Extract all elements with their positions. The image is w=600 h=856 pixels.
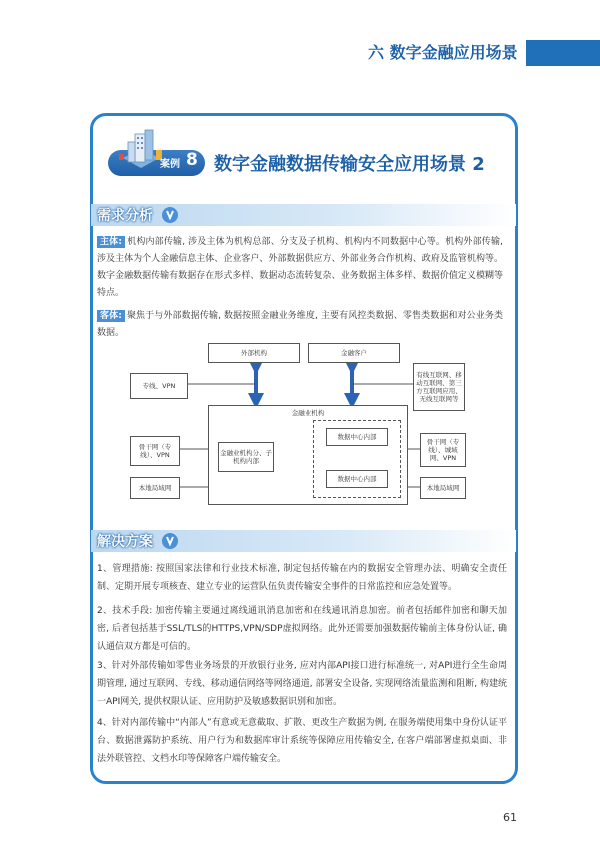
subject-paragraph (97, 234, 503, 302)
wired-internet-label: 有线互联网、移动互联网、第三方互联网应用、无线互联网等 (416, 371, 462, 403)
solutions-heading-bar (91, 530, 516, 552)
private-line-vpn-label: 专线、VPN (142, 382, 176, 390)
backbone-left-box (130, 436, 180, 466)
data-center-top-box (326, 428, 388, 446)
requirements-heading: 需求分析 (97, 208, 153, 224)
financial-customer-box (308, 343, 400, 363)
external-org-box (208, 343, 300, 363)
solution-item: 3、针对外部传输如零售业务场景的开放银行业务, 应对内部API接口进行标准统一, 对API进行全生命周期管理, 通过互联网、专线、移动通信网络等网络通道, 部署安全设备, 实现网络流量监测和阻断, 构建统一API网关, 提供权限认证、应用防护及敏感数据识别和加密。 (97, 661, 507, 707)
data-center-top-label: 数据中心内部 (337, 433, 377, 441)
backbone-right-box (420, 433, 466, 467)
external-org-label: 外部机构 (241, 349, 267, 357)
lan-left-box (130, 477, 180, 499)
requirements-heading-bar (91, 204, 516, 226)
building-icon (115, 128, 165, 178)
lan-right-label: 本地局域网 (426, 484, 460, 492)
object-paragraph (97, 308, 503, 342)
network-diagram (130, 343, 470, 509)
solutions-heading: 解决方案 (97, 534, 153, 550)
lan-left-label: 本地局域网 (138, 484, 172, 492)
backbone-right-label: 骨干网（专线）、城域网、VPN (426, 438, 460, 462)
branch-label: 金融业机构分、子机构内部 (220, 449, 272, 465)
case-label: 案例 (160, 159, 180, 170)
data-center-bottom-label: 数据中心内部 (337, 475, 377, 483)
object-text: 聚焦于与外部数据传输, 数据按照金融业务维度, 主要有风控类数据、零售类数据和对公业务类数据。 (97, 311, 503, 338)
private-line-vpn-box (130, 373, 188, 399)
wired-internet-box (413, 363, 465, 411)
solution-item: 1、管理措施: 按照国家法律和行业技术标准, 制定包括传输在内的数据安全管理办法、明确安全责任制、定期开展专项核查、建立专业的运营队伍负责传输安全事件的日常监控和应急处置等。 (97, 564, 507, 592)
object-tag: 客体: (97, 310, 125, 322)
down-arrow-icon (161, 532, 179, 550)
branch-box (218, 442, 274, 472)
solution-item: 4、针对内部传输中“内部人”有意或无意截取、扩散、更改生产数据为例, 在服务端使用集中身份认证平台、数据泄露防护系统、用户行为和数据库审计系统等保障应用传输安全, 在客户端部署虚拟桌面、非法外联管控、文档水印等保障客户端传输安全。 (97, 718, 507, 764)
lan-right-box (420, 477, 466, 499)
solution-item: 2、技术手段: 加密传输主要通过离线通讯消息加密和在线通讯消息加密。前者包括邮件加密和聊天加密, 后者包括基于SSL/TLS的HTTPS,VPN/SDP虚拟网络。此外还需要加强数据传输前主体身份认证, 确认通信双方都是可信的。 (97, 606, 507, 652)
backbone-left-label: 骨干网（专线）、VPN (138, 443, 172, 459)
subject-text: 机构内部传输, 涉及主体为机构总部、分支及子机构、机构内不同数据中心等。机构外部传输, 涉及主体为个人金融信息主体、企业客户、外部数据供应方、外部业务合作机构、政府及监管机构等。数字金融数据传输有数据存在形式多样、数据动态流转复杂、业务数据主体多样、数据价值定义模糊等特点。 (97, 237, 503, 298)
financial-org-label: 金融业机构 (291, 409, 325, 417)
subject-tag: 主体: (97, 236, 125, 248)
chapter-color-bar (526, 40, 600, 66)
page-number: 61 (503, 811, 517, 824)
down-arrow-icon (161, 206, 179, 224)
case-title: 数字金融数据传输安全应用场景 2 (214, 154, 485, 175)
financial-customer-label: 金融客户 (341, 349, 367, 357)
case-number: 8 (186, 150, 198, 170)
chapter-title: 六 数字金融应用场景 (368, 43, 518, 62)
data-center-bottom-box (326, 470, 388, 488)
